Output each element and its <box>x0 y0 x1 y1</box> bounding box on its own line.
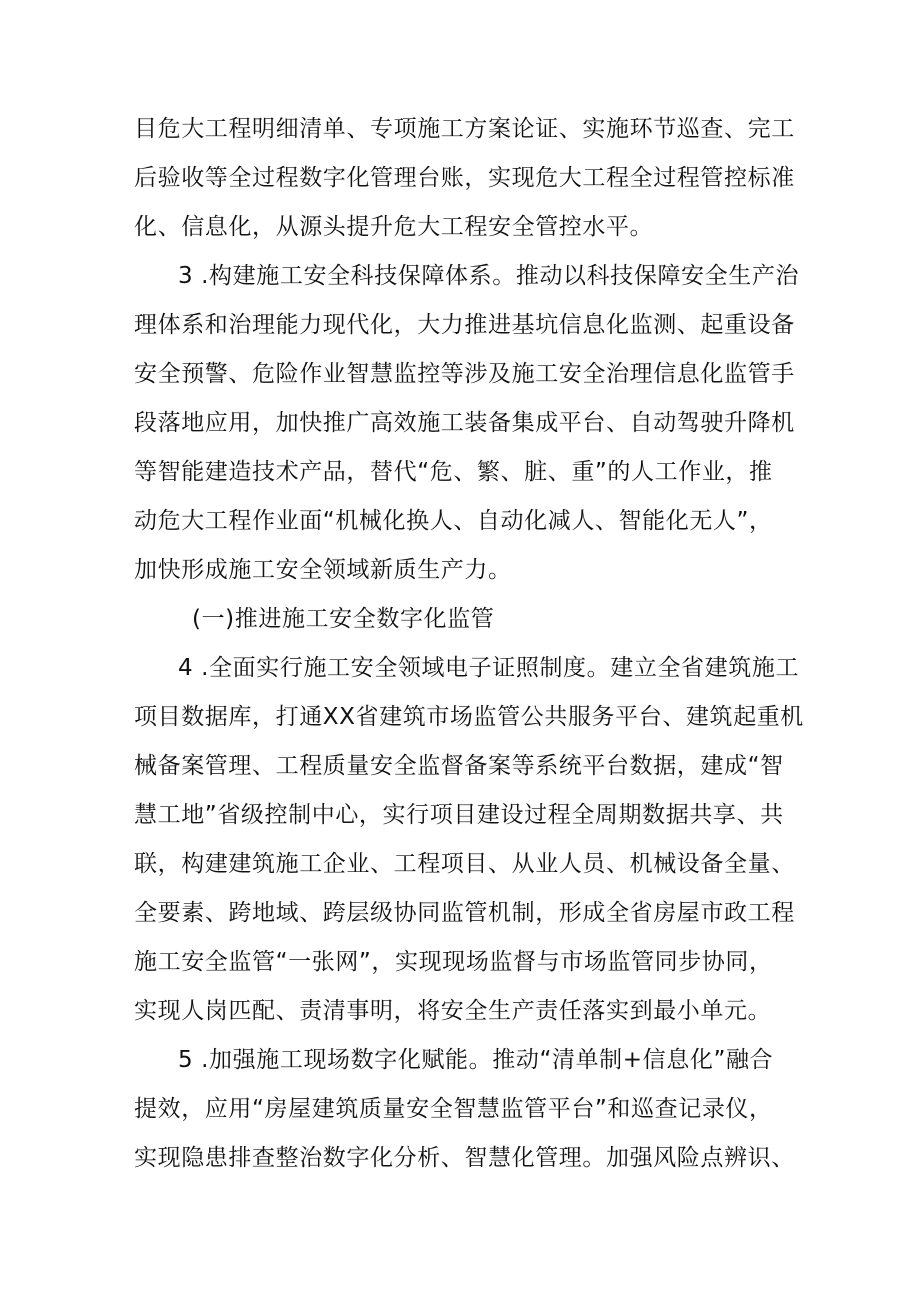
text-line: 慧工地”省级控制中心，实行项目建设过程全周期数据共享、共 <box>134 802 784 828</box>
text-line: 项目数据库，打通XX省建筑市场监管公共服务平台、建筑起重机 <box>134 704 804 730</box>
text-line: 段落地应用，加快推广高效施工装备集成平台、自动驾驶升降机 <box>134 410 795 436</box>
text-line: 等智能建造技术产品，替代“危、繁、脏、重”的人工作业，推 <box>134 459 773 485</box>
paragraph-5-start: 5 .加强施工现场数字化赋能。推动“清单制+信息化”融合 <box>178 1047 774 1073</box>
paragraph-4-start: 4 .全面实行施工安全领域电子证照制度。建立全省建筑施工 <box>178 655 800 681</box>
text-line: 化、信息化，从源头提升危大工程安全管控水平。 <box>134 214 654 240</box>
text-line: 后验收等全过程数字化管理台账，实现危大工程全过程管控标准 <box>134 165 795 191</box>
text-line: 动危大工程作业面“机械化换人、自动化减人、智能化无人”， <box>134 508 773 534</box>
text-line: 联，构建建筑施工企业、工程项目、从业人员、机械设备全量、 <box>134 851 795 877</box>
text-line: 安全预警、危险作业智慧监控等涉及施工安全治理信息化监管手 <box>134 361 795 387</box>
text-line: 全要素、跨地域、跨层级协同监管机制，形成全省房屋市政工程 <box>134 900 795 926</box>
text-line: 施工安全监管“一张网”，实现现场监督与市场监管同步协同， <box>134 949 773 975</box>
text-line: 加快形成施工安全领域新质生产力。 <box>134 557 512 583</box>
text-line: 实现隐患排查整治数字化分析、智慧化管理。加强风险点辨识、 <box>134 1145 795 1171</box>
text-line: 目危大工程明细清单、专项施工方案论证、实施环节巡查、完工 <box>134 116 795 142</box>
text-line: 械备案管理、工程质量安全监督备案等系统平台数据，建成“智 <box>134 753 784 779</box>
text-line: 理体系和治理能力现代化，大力推进基坑信息化监测、起重设备 <box>134 312 795 338</box>
text-line: 提效，应用“房屋建筑质量安全智慧监管平台”和巡查记录仪， <box>134 1096 773 1122</box>
text-line: 实现人岗匹配、责清事明，将安全生产责任落实到最小单元。 <box>134 998 772 1024</box>
paragraph-3-start: 3 .构建施工安全科技保障体系。推动以科技保障安全生产治 <box>178 263 800 289</box>
section-heading: (一)推进施工安全数字化监管 <box>192 606 495 632</box>
